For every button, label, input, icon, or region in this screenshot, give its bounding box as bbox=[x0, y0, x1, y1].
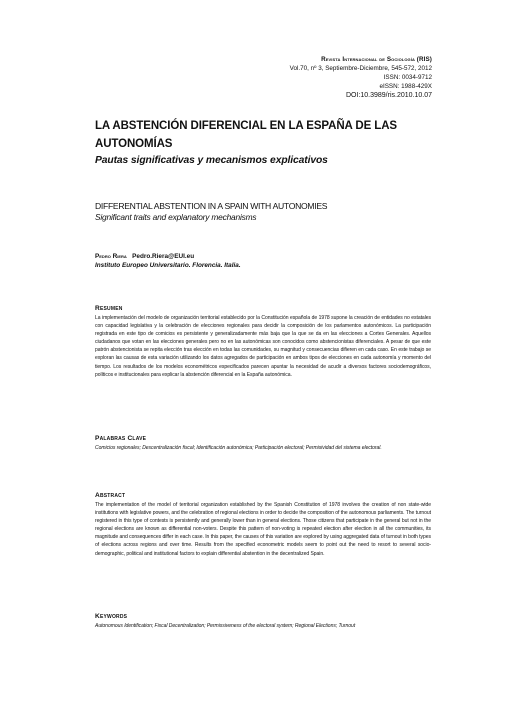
journal-name: Revista Internacional de Sociología (RIS) bbox=[321, 56, 432, 63]
journal-doi: DOI:10.3989/ris.2010.10.07 bbox=[345, 92, 432, 99]
paper-title-english: DIFFERENTIAL ABSTENTION IN A SPAIN WITH AUTONOMIES bbox=[95, 201, 328, 211]
author-email[interactable]: Pedro.Riera@EUI.eu bbox=[132, 253, 195, 260]
palabras-clave-section bbox=[95, 435, 431, 452]
resumen-heading: Resumen bbox=[95, 305, 123, 312]
author-affiliation: Instituto Europeo Universitario. Florencia. Italia. bbox=[95, 262, 241, 269]
abstract-section bbox=[95, 492, 431, 558]
paper-title-spanish: LA ABSTENCIÓN DIFERENCIAL EN LA ESPAÑA DE LAS AUTONOMÍAS bbox=[95, 120, 397, 150]
paper-subtitle-spanish: Pautas significativas y mecanismos explicativos bbox=[95, 155, 328, 166]
author-line bbox=[95, 252, 431, 262]
paper-subtitle-english: Significant traits and explanatory mechanisms bbox=[95, 212, 257, 222]
abstract-text: The implementation of the model of territorial organization established by the Spanish Constitution of 1978 involves the creation of non state-wide institutions with legislative powers, and the celebration of regional elections in order to decide the composition of the autonomous parliaments. The turnout registered in this type of contests is persistently and generally lower than in general elections. Those citizens that participate in the general but not in the regional elections are known as differential non-voters. Despite this pattern of non-voting is repeated election after election in all the communities, its magnitude and consequences differ in each case. In this paper, the causes of this variation are explored by using aggregated data of turnout in both types of elections across regions and over time. Results from the specified econometric models seem to point out the need to resort to several socio-demographic, political and institutional factors to explain differential abstention in the decentralized Spain. bbox=[95, 502, 432, 557]
journal-eissn: eISSN: 1988-429X bbox=[379, 83, 432, 90]
palabras-clave-text: Comicios regionales; Descentralización fiscal; Identificación autonómica; Participación electoral; Permisividad del sistema electoral. bbox=[95, 445, 382, 451]
keywords-heading: Keywords bbox=[95, 613, 128, 620]
journal-issn: ISSN: 0034-9712 bbox=[383, 74, 432, 81]
journal-volume: Vol.70, nº 3, Septiembre-Diciembre, 545-572, 2012 bbox=[289, 65, 432, 72]
resumen-section bbox=[95, 305, 431, 379]
abstract-heading: Abstract bbox=[95, 492, 126, 499]
palabras-clave-heading: Palabras Clave bbox=[95, 435, 147, 442]
resumen-text: La implementación del modelo de organización territorial establecido por la Constitución española de 1978 supone la creación de entidades no estatales con capacidad legislativa y la celebración de elecciones regionales para decidir la composición de los parlamentos autonómicos. La participación registrada en este tipo de comicios es persistente y generalizadamente más baja que la que se da en las elecciones a Cortes Generales. Aquellos ciudadanos que votan en las elecciones generales pero no en las autonómicas son conocidos como abstencionistas diferenciales. A pesar de que este patrón abstencionista se repita elección tras elección en todas las comunidades, su magnitud y consecuencias difieren en cada caso. En este trabajo se exploran las causas de esta variación utilizando los datos agregados de participación en ambos tipos de elecciones en cada autonomía y momento del tiempo. Los resultados de los modelos econométricos especificados parecen apuntar la necesidad de acudir a diversos factores sociodemográficos, políticos e institucionales para explicar la abstención diferencial en la España autonómica. bbox=[95, 315, 431, 378]
keywords-section bbox=[95, 613, 431, 630]
journal-masthead bbox=[290, 55, 432, 100]
author-name: Pedro Riera bbox=[95, 253, 127, 260]
keywords-text: Autonomous Identification; Fiscal Decentralization; Permissiveness of the electoral system; Regional Elections; Turnout bbox=[95, 623, 356, 629]
